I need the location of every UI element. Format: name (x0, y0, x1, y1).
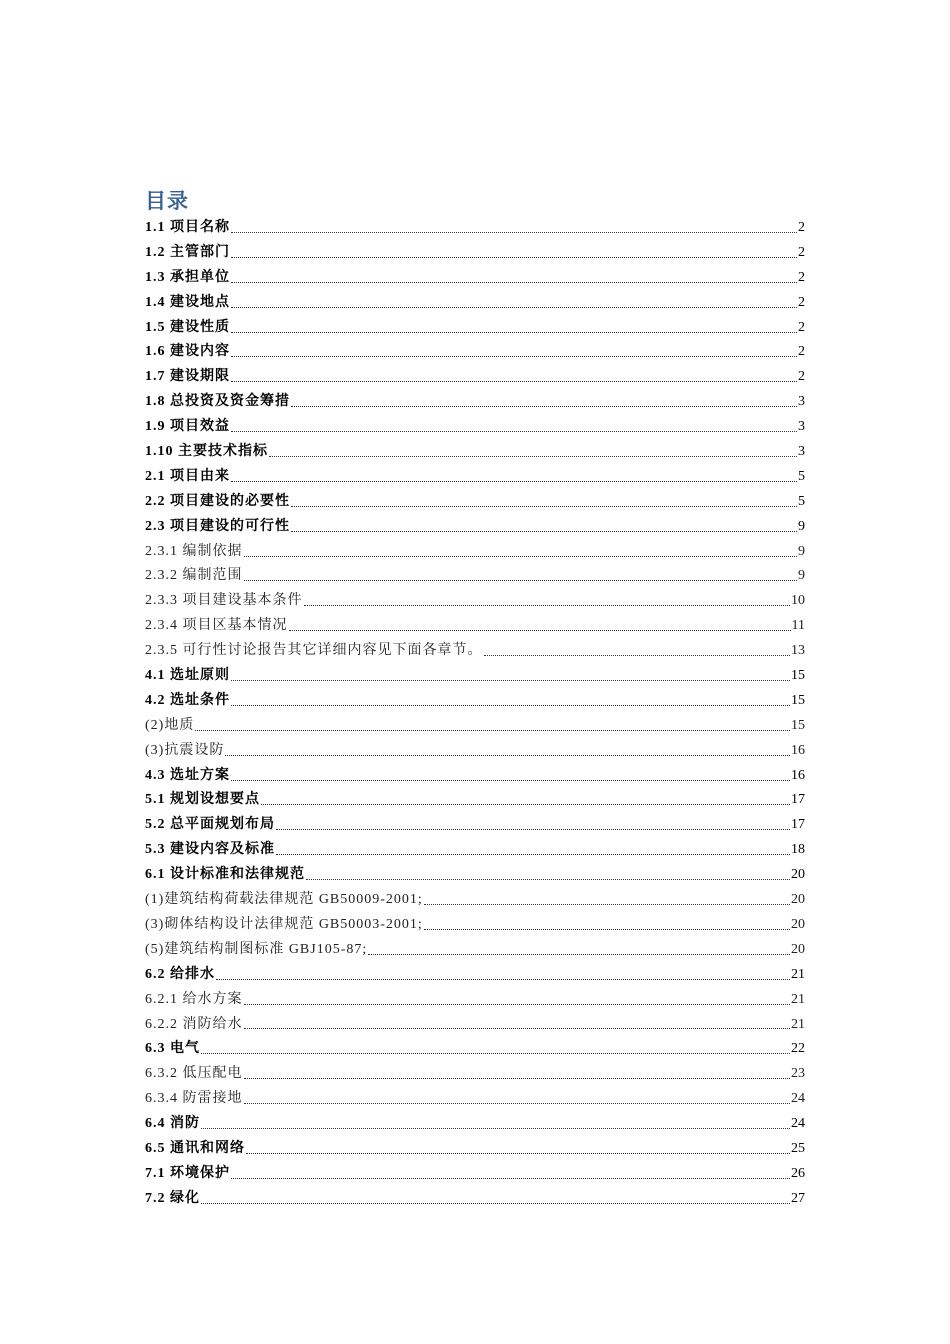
toc-dot-leader (276, 829, 790, 830)
toc-dot-leader (261, 804, 790, 805)
toc-entry[interactable] (145, 415, 805, 440)
toc-dot-leader (289, 630, 791, 631)
toc-dot-leader (368, 954, 790, 955)
toc-entry[interactable] (145, 614, 805, 639)
toc-dot-leader (306, 879, 790, 880)
toc-entry[interactable] (145, 1062, 805, 1087)
toc-entry-page-number: 2 (798, 344, 805, 360)
toc-entry-page-number: 2 (798, 244, 805, 260)
toc-dot-leader (244, 1028, 791, 1029)
toc-entry[interactable] (145, 739, 805, 764)
toc-entry[interactable] (145, 216, 805, 241)
toc-dot-leader (244, 1004, 791, 1005)
toc-entry[interactable] (145, 365, 805, 390)
toc-entry-page-number: 24 (791, 1091, 805, 1107)
toc-entry-label: 6.5 通讯和网络 (145, 1140, 245, 1156)
toc-entry[interactable] (145, 241, 805, 266)
toc-entry[interactable] (145, 1187, 805, 1212)
toc-entry[interactable] (145, 714, 805, 739)
toc-entry[interactable] (145, 515, 805, 540)
toc-entry[interactable] (145, 1162, 805, 1187)
toc-dot-leader (244, 1078, 791, 1079)
toc-entry-label: 4.1 选址原则 (145, 668, 230, 684)
toc-entry-page-number: 15 (791, 668, 805, 684)
toc-entry-label: (5)建筑结构制图标准 GBJ105-87; (145, 941, 368, 957)
toc-entry-label: 6.2 给排水 (145, 966, 215, 982)
toc-entry[interactable] (145, 490, 805, 515)
toc-entry[interactable] (145, 1013, 805, 1038)
toc-entry-page-number: 3 (798, 419, 805, 435)
toc-entry-label: 1.2 主管部门 (145, 244, 230, 260)
toc-entry-page-number: 20 (791, 916, 805, 932)
toc-dot-leader (231, 282, 797, 283)
toc-entry-label: 1.8 总投资及资金筹措 (145, 394, 290, 410)
toc-dot-leader (231, 431, 797, 432)
toc-entry-page-number: 2 (798, 269, 805, 285)
toc-entry-label: (3)抗震设防 (145, 742, 225, 758)
toc-entry[interactable] (145, 963, 805, 988)
toc-dot-leader (304, 605, 791, 606)
toc-dot-leader (244, 580, 798, 581)
toc-entry[interactable] (145, 913, 805, 938)
toc-entry-page-number: 21 (791, 966, 805, 982)
toc-entry-label: 5.2 总平面规划布局 (145, 817, 275, 833)
toc-entry-label: 4.2 选址条件 (145, 692, 230, 708)
toc-entry-label: 6.1 设计标准和法律规范 (145, 867, 305, 883)
toc-dot-leader (231, 680, 790, 681)
toc-entry-page-number: 15 (791, 717, 805, 733)
toc-entry[interactable] (145, 440, 805, 465)
toc-entry-label: 7.2 绿化 (145, 1190, 200, 1206)
toc-dot-leader (231, 257, 797, 258)
toc-entry[interactable] (145, 863, 805, 888)
toc-dot-leader (195, 730, 790, 731)
toc-entry-page-number: 5 (798, 468, 805, 484)
toc-entry-label: (3)砌体结构设计法律规范 GB50003-2001; (145, 916, 423, 932)
toc-entry-page-number: 3 (798, 394, 805, 410)
toc-entry-label: 7.1 环境保护 (145, 1165, 230, 1181)
toc-entry-label: 2.3.3 项目建设基本条件 (145, 593, 303, 609)
toc-entry-page-number: 13 (791, 643, 805, 659)
toc-dot-leader (231, 356, 797, 357)
toc-dot-leader (231, 381, 797, 382)
toc-dot-leader (269, 456, 797, 457)
toc-entry-page-number: 21 (791, 991, 805, 1007)
toc-dot-leader (291, 531, 797, 532)
toc-dot-leader (291, 406, 797, 407)
toc-entry-label: 5.1 规划设想要点 (145, 792, 260, 808)
toc-entry-page-number: 17 (791, 817, 805, 833)
toc-dot-leader (231, 332, 797, 333)
toc-dot-leader (201, 1053, 790, 1054)
toc-dot-leader (231, 481, 797, 482)
toc-dot-leader (291, 506, 797, 507)
toc-dot-leader (231, 232, 797, 233)
toc-entry-page-number: 9 (798, 568, 805, 584)
toc-entry-label: 1.7 建设期限 (145, 369, 230, 385)
toc-dot-leader (231, 705, 790, 706)
toc-entry-page-number: 11 (791, 618, 805, 634)
toc-entry-label: 2.2 项目建设的必要性 (145, 493, 290, 509)
toc-entry-page-number: 3 (798, 444, 805, 460)
toc-list (145, 216, 805, 1212)
toc-entry-label: 1.10 主要技术指标 (145, 444, 268, 460)
toc-entry-label: 1.1 项目名称 (145, 220, 230, 235)
toc-entry-page-number: 2 (798, 220, 805, 235)
toc-entry-label: 1.9 项目效益 (145, 419, 230, 435)
toc-entry[interactable] (145, 788, 805, 813)
toc-entry-page-number: 20 (791, 892, 805, 908)
toc-entry[interactable] (145, 340, 805, 365)
toc-entry-page-number: 2 (798, 369, 805, 385)
toc-dot-leader (276, 854, 790, 855)
toc-entry-page-number: 21 (791, 1016, 805, 1032)
toc-dot-leader (231, 307, 797, 308)
toc-entry-page-number: 2 (798, 294, 805, 310)
toc-entry[interactable] (145, 316, 805, 341)
toc-entry-page-number: 9 (798, 518, 805, 534)
toc-entry[interactable] (145, 266, 805, 291)
toc-entry-page-number: 20 (791, 941, 805, 957)
toc-entry[interactable] (145, 1137, 805, 1162)
toc-dot-leader (225, 755, 790, 756)
toc-entry-label: 2.3 项目建设的可行性 (145, 518, 290, 534)
toc-entry-label: 1.4 建设地点 (145, 294, 230, 310)
toc-entry[interactable] (145, 664, 805, 689)
toc-entry[interactable] (145, 564, 805, 589)
toc-entry-label: (1)建筑结构荷载法律规范 GB50009-2001; (145, 892, 423, 908)
toc-dot-leader (231, 780, 790, 781)
toc-entry-page-number: 22 (791, 1041, 805, 1057)
toc-entry-label: 1.5 建设性质 (145, 319, 230, 335)
toc-entry-page-number: 24 (791, 1116, 805, 1132)
toc-dot-leader (246, 1153, 790, 1154)
toc-entry-page-number: 5 (798, 493, 805, 509)
toc-dot-leader (244, 1103, 791, 1104)
toc-dot-leader (216, 979, 790, 980)
toc-entry[interactable] (145, 888, 805, 913)
toc-entry-label: 6.4 消防 (145, 1116, 200, 1132)
toc-entry[interactable] (145, 540, 805, 565)
toc-entry[interactable] (145, 988, 805, 1013)
toc-entry-page-number: 18 (791, 842, 805, 858)
toc-entry[interactable] (145, 390, 805, 415)
toc-dot-leader (201, 1128, 790, 1129)
toc-entry-label: (2)地质 (145, 717, 195, 733)
toc-entry-page-number: 2 (798, 319, 805, 335)
toc-entry-label: 1.3 承担单位 (145, 269, 230, 285)
toc-entry[interactable] (145, 838, 805, 863)
toc-entry-page-number: 15 (791, 692, 805, 708)
toc-dot-leader (424, 904, 790, 905)
toc-entry[interactable] (145, 689, 805, 714)
toc-entry[interactable] (145, 589, 805, 614)
toc-entry-label: 2.1 项目由来 (145, 468, 230, 484)
toc-title: 目录 (145, 189, 189, 213)
toc-entry-page-number: 23 (791, 1066, 805, 1082)
toc-dot-leader (244, 556, 798, 557)
toc-entry-page-number: 17 (791, 792, 805, 808)
toc-entry-label: 2.3.5 可行性讨论报告其它详细内容见下面各章节。 (145, 643, 483, 659)
toc-entry-label: 5.3 建设内容及标准 (145, 842, 275, 858)
toc-entry-label: 2.3.4 项目区基本情况 (145, 618, 288, 634)
toc-entry[interactable] (145, 1112, 805, 1137)
toc-dot-leader (484, 655, 791, 656)
toc-entry[interactable] (145, 291, 805, 316)
toc-entry-label: 2.3.2 编制范围 (145, 568, 243, 584)
toc-entry[interactable] (145, 813, 805, 838)
toc-dot-leader (231, 1178, 790, 1179)
toc-entry[interactable] (145, 465, 805, 490)
toc-entry[interactable] (145, 764, 805, 789)
toc-entry[interactable] (145, 1087, 805, 1112)
toc-entry-page-number: 10 (791, 593, 805, 609)
toc-entry-label: 2.3.1 编制依据 (145, 543, 243, 559)
toc-entry-label: 4.3 选址方案 (145, 767, 230, 783)
toc-entry[interactable] (145, 938, 805, 963)
toc-entry-label: 6.2.2 消防给水 (145, 1016, 243, 1032)
toc-entry[interactable] (145, 639, 805, 664)
toc-entry-label: 6.3.2 低压配电 (145, 1066, 243, 1082)
toc-entry-page-number: 9 (798, 543, 805, 559)
toc-entry-page-number: 27 (791, 1190, 805, 1206)
toc-entry-page-number: 16 (791, 742, 805, 758)
toc-entry-label: 6.3 电气 (145, 1041, 200, 1057)
toc-entry-page-number: 26 (791, 1165, 805, 1181)
toc-entry-page-number: 25 (791, 1140, 805, 1156)
toc-dot-leader (201, 1203, 790, 1204)
toc-entry-label: 6.2.1 给水方案 (145, 991, 243, 1007)
toc-entry[interactable] (145, 1037, 805, 1062)
toc-entry-label: 1.6 建设内容 (145, 344, 230, 360)
toc-entry-label: 6.3.4 防雷接地 (145, 1091, 243, 1107)
toc-entry-page-number: 20 (791, 867, 805, 883)
toc-entry-page-number: 16 (791, 767, 805, 783)
toc-dot-leader (424, 929, 790, 930)
